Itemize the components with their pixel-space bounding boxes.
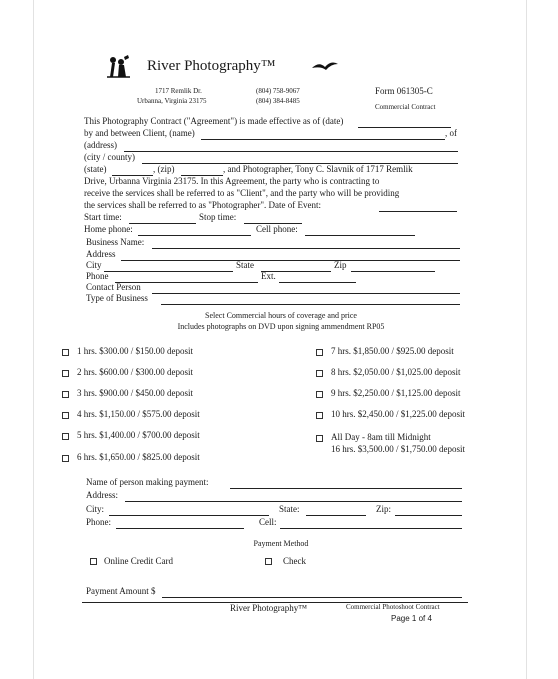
payer-address-field[interactable] [125,501,462,502]
option-3hr-checkbox[interactable] [62,391,69,398]
intro-line2: by and between Client, (name) [84,128,195,138]
payer-cell-label: Cell: [259,517,277,527]
form-type: Commercial Contract [375,103,436,111]
payer-name-label: Name of person making payment: [86,477,209,487]
business-zip-field[interactable] [351,271,435,272]
payer-state-field[interactable] [306,515,366,516]
business-name-label: Business Name: [86,237,145,247]
option-7hr-checkbox[interactable] [316,349,323,356]
coverage-heading: Select Commercial hours of coverage and price [205,311,357,320]
home-phone-label: Home phone: [84,224,133,234]
option-allday-price: 16 hrs. $3,500.00 / $1,750.00 deposit [331,444,465,454]
business-type-field[interactable] [161,304,460,305]
contract-page [33,0,527,679]
payer-zip-label: Zip: [376,504,391,514]
bird-icon [311,58,339,74]
option-10hr-checkbox[interactable] [316,412,323,419]
option-2hr-checkbox[interactable] [62,370,69,377]
payer-name-field[interactable] [230,488,462,489]
home-phone-field[interactable] [138,235,251,236]
payer-address-label: Address: [86,490,118,500]
option-8hr-checkbox[interactable] [316,370,323,377]
option-allday-checkbox[interactable] [316,435,323,442]
business-address-field[interactable] [121,260,460,261]
footer-contract-name: Commercial Photoshoot Contract [346,603,440,611]
payer-city-label: City: [86,504,105,514]
intro-line6: Drive, Urbanna Virginia 23175. In this Agreement, the party who is contracting to [84,176,380,186]
payer-cell-field[interactable] [280,528,462,529]
intro-line1: This Photography Contract ("Agreement") is made effective as of (date) [84,116,344,126]
contact-person-label: Contact Person [86,282,141,292]
business-phone-label: Phone [86,271,109,281]
option-1hr-label: 1 hrs. $300.00 / $150.00 deposit [77,346,193,356]
payer-phone-label: Phone: [86,517,112,527]
business-city-label: City [86,260,102,270]
intro-address-label: (address) [84,140,117,150]
intro-city-label: (city / county) [84,152,135,162]
check-label: Check [283,556,306,566]
effective-date-field[interactable] [358,127,451,128]
intro-line2-of: , of [445,128,457,138]
intro-line7: receive the services shall be referred to as "Client", and the party who will be providing [84,188,400,198]
option-3hr-label: 3 hrs. $900.00 / $450.00 deposit [77,388,193,398]
phone-2: (804) 384-8485 [256,97,300,105]
payment-amount-field[interactable] [162,597,462,598]
start-time-label: Start time: [84,212,122,222]
option-10hr-label: 10 hrs. $2,450.00 / $1,225.00 deposit [331,409,465,419]
client-address-field[interactable] [124,151,458,152]
form-number: Form 061305-C [375,86,433,96]
option-6hr-checkbox[interactable] [62,455,69,462]
option-1hr-checkbox[interactable] [62,349,69,356]
business-city-field[interactable] [104,271,233,272]
option-5hr-label: 5 hrs. $1,400.00 / $700.00 deposit [77,430,200,440]
option-allday-label: All Day - 8am till Midnight [331,432,431,442]
business-address-label: Address [86,249,116,259]
cell-phone-label: Cell phone: [256,224,298,234]
option-5hr-checkbox[interactable] [62,433,69,440]
client-name-field[interactable] [201,139,445,140]
business-state-label: State [236,260,254,270]
footer-company: River Photography™ [230,603,308,613]
start-time-field[interactable] [129,223,196,224]
business-type-label: Type of Business [86,293,148,303]
coverage-subheading: Includes photographs on DVD upon signing ammendment RP05 [177,322,385,331]
intro-photographer: , and Photographer, Tony C. Slavnik of 1717 Remlik [223,164,413,174]
cell-phone-field[interactable] [305,235,415,236]
online-credit-card-checkbox[interactable] [90,558,97,565]
online-credit-card-label: Online Credit Card [104,556,173,566]
footer-page-number: Page 1 of 4 [391,614,432,623]
option-6hr-label: 6 hrs. $1,650.00 / $825.00 deposit [77,452,200,462]
business-zip-label: Zip [334,260,347,270]
business-name-field[interactable] [152,248,460,249]
option-8hr-label: 8 hrs. $2,050.00 / $1,025.00 deposit [331,367,461,377]
address-line1: 1717 Remlik Dr. [155,87,202,95]
phone-1: (804) 758-9067 [256,87,300,95]
check-checkbox[interactable] [265,558,272,565]
option-4hr-label: 4 hrs. $1,150.00 / $575.00 deposit [77,409,200,419]
intro-line8: the services shall be referred to as "Photographer". Date of Event: [84,200,322,210]
option-9hr-label: 9 hrs. $2,250.00 / $1,125.00 deposit [331,388,461,398]
payment-method-heading: Payment Method [253,539,309,548]
intro-zip-label: , (zip) [153,164,175,174]
option-4hr-checkbox[interactable] [62,412,69,419]
contact-person-field[interactable] [152,293,460,294]
company-name: River Photography™ [147,58,276,74]
business-ext-field[interactable] [279,282,356,283]
payer-zip-field[interactable] [395,515,462,516]
address-line2: Urbanna, Virginia 23175 [137,97,207,105]
payer-state-label: State: [279,504,300,514]
option-2hr-label: 2 hrs. $600.00 / $300.00 deposit [77,367,193,377]
payer-city-field[interactable] [109,515,269,516]
payer-phone-field[interactable] [116,528,244,529]
photographer-logo-icon [104,53,134,79]
intro-state-label: (state) [84,164,107,174]
business-ext-label: Ext. [261,271,276,281]
payment-amount-label: Payment Amount $ [86,586,156,596]
stop-time-label: Stop time: [199,212,237,222]
option-7hr-label: 7 hrs. $1,850.00 / $925.00 deposit [331,346,454,356]
option-9hr-checkbox[interactable] [316,391,323,398]
event-date-field[interactable] [379,211,457,212]
